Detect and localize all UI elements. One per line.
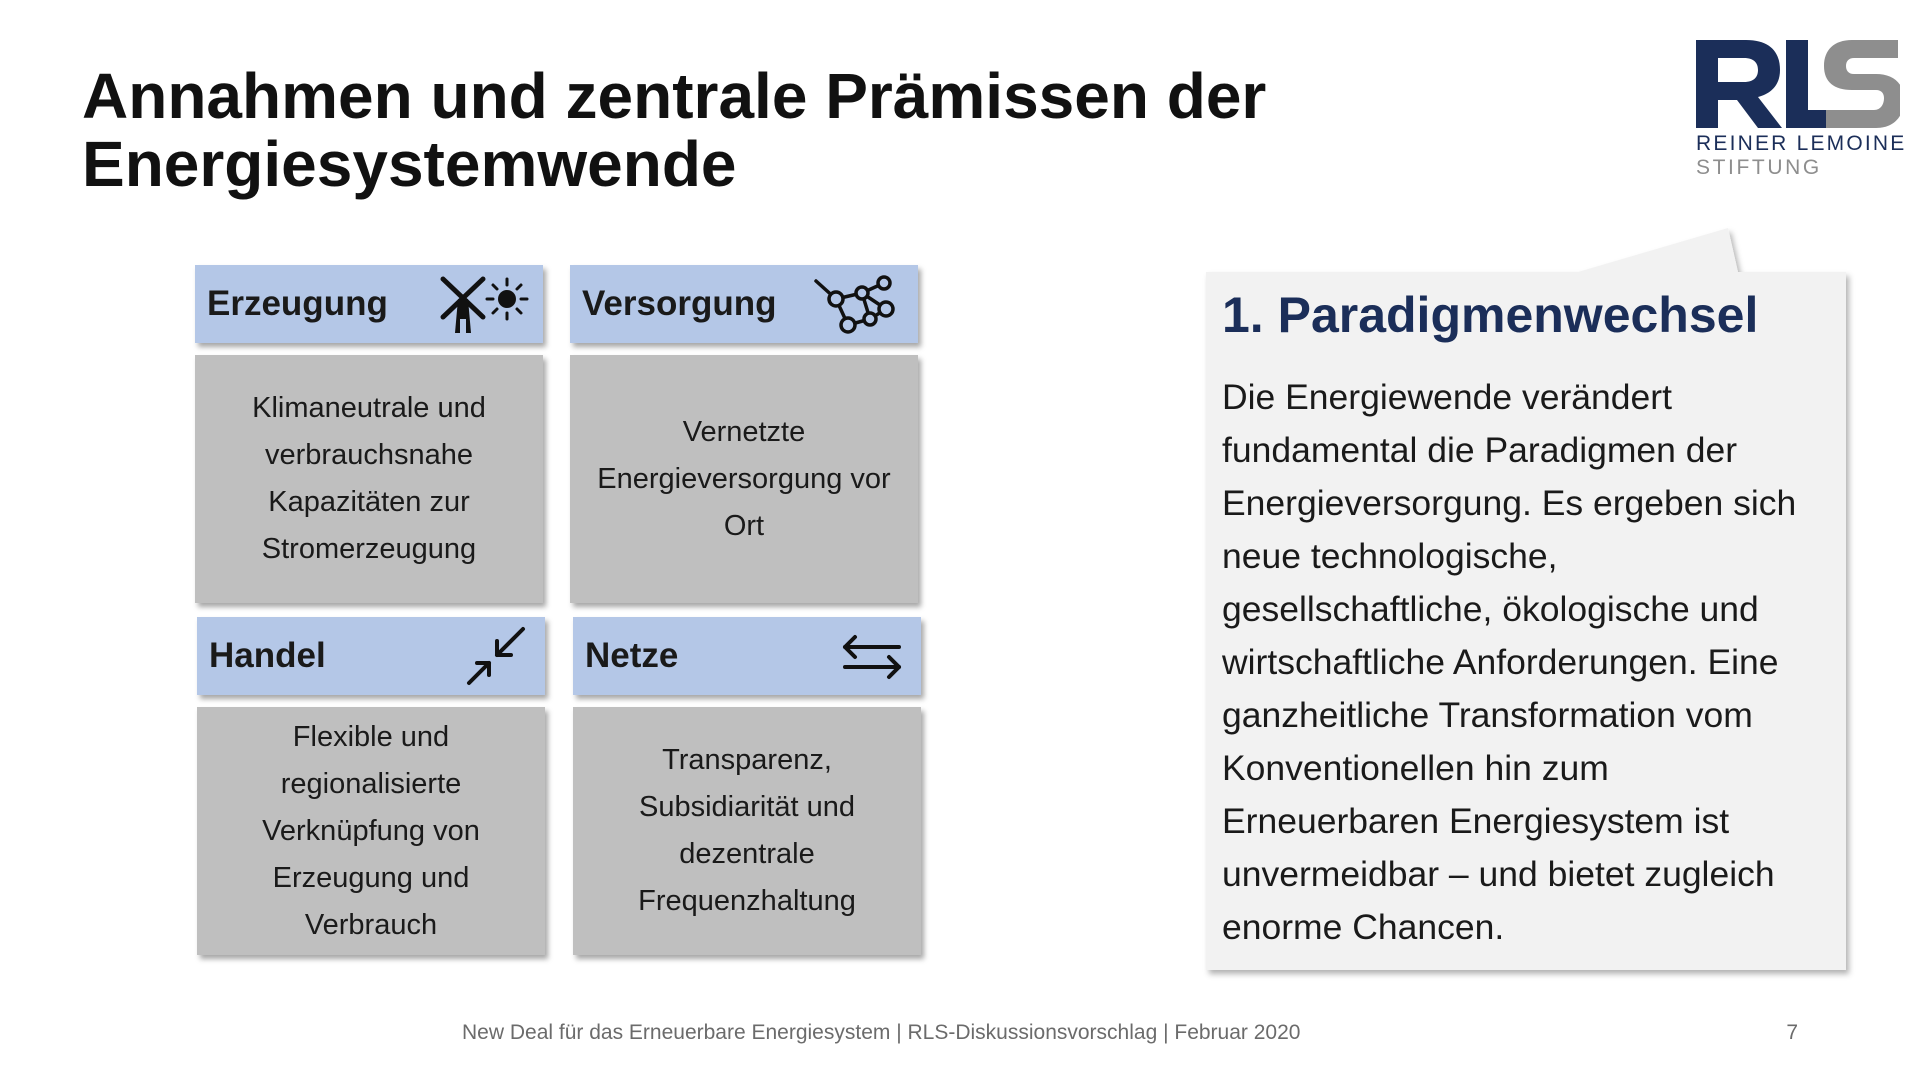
tile-description: [597, 409, 890, 550]
tile-header-handel: [197, 617, 545, 695]
callout-text-line: Die Energiewende verändert: [1222, 377, 1672, 417]
tile-body-versorgung: [570, 355, 918, 603]
tile-header-netze: [573, 617, 921, 695]
callout-paradigmenwechsel: [1206, 228, 1846, 970]
tile-text-line: Vernetzte: [682, 415, 806, 448]
callout-body: [1222, 371, 1822, 954]
tile-text-line: Erzeugung und: [272, 861, 470, 894]
slide-title: [82, 62, 1332, 198]
tile-heading: Versorgung: [582, 284, 777, 323]
tile-text-line: dezentrale: [679, 838, 815, 870]
tile-text-line: Energieversorgung vor: [597, 462, 891, 495]
footer-text: New Deal für das Erneuerbare Energiesystem | RLS-Diskussionsvorschlag | Februar 2020: [462, 1021, 1301, 1044]
windmill-sun-icon: [437, 273, 529, 335]
tile-heading: Erzeugung: [207, 284, 388, 323]
tile-body-netze: [573, 707, 921, 955]
tile-heading: Netze: [585, 636, 679, 675]
tile-text-line: Klimaneutrale und: [252, 392, 486, 424]
arrows-inward-icon: [439, 625, 531, 687]
slide-title-line-2: Energiesystemwende: [82, 128, 737, 200]
tile-text-line: Verbrauch: [304, 908, 438, 941]
callout-text-line: fundamental die Paradigmen der: [1222, 430, 1738, 470]
slide-title-line-1: Annahmen und zentrale Prämissen der: [82, 60, 1267, 132]
callout-text-line: Erneuerbaren Energiesystem ist: [1222, 801, 1730, 841]
tile-text-line: verbrauchsnahe: [265, 439, 473, 471]
tile-text-line: Ort: [723, 509, 765, 542]
tile-description: [252, 385, 486, 573]
tile-text-line: Stromerzeugung: [261, 533, 477, 565]
callout-text-line: Konventionellen hin zum: [1222, 748, 1609, 788]
callout-text-line: enorme Chancen.: [1222, 907, 1505, 947]
callout-title: 1. Paradigmenwechsel: [1222, 287, 1759, 343]
callout-text-line: unvermeidbar – und bietet zugleich: [1222, 854, 1775, 894]
tile-text-line: Kapazitäten zur: [268, 486, 470, 518]
tile-body-erzeugung: [195, 355, 543, 603]
tile-text-line: Verknüpfung von: [262, 814, 480, 847]
rls-logo: [1694, 34, 1907, 184]
network-nodes-icon: [812, 273, 904, 335]
tile-header-erzeugung: [195, 265, 543, 343]
callout-text-line: wirtschaftliche Anforderungen. Eine: [1222, 642, 1779, 682]
tile-text-line: Transparenz,: [662, 744, 832, 776]
tile-header-versorgung: [570, 265, 918, 343]
tile-body-handel: [197, 707, 545, 955]
logo-text-stiftung: STIFTUNG: [1696, 156, 1822, 179]
tile-text-line: Frequenzhaltung: [638, 885, 856, 917]
callout-text-line: neue technologische,: [1222, 536, 1558, 576]
tile-description: [638, 737, 856, 925]
callout-text-line: gesellschaftliche, ökologische und: [1222, 589, 1759, 629]
tile-text-line: Flexible und: [292, 720, 450, 753]
rls-wordmark-logo: [1694, 34, 1900, 132]
tile-text-line: regionalisierte: [280, 767, 462, 800]
callout-text-line: ganzheitliche Transformation vom: [1222, 695, 1753, 735]
arrows-exchange-icon: [815, 625, 907, 687]
tile-description: [262, 714, 480, 949]
tile-heading: Handel: [209, 636, 326, 675]
tile-text-line: Subsidiarität und: [638, 791, 856, 823]
callout-text-line: Energieversorgung. Es ergeben sich: [1222, 483, 1797, 523]
page-number: 7: [1786, 1021, 1798, 1044]
logo-text-reiner-lemoine: REINER LEMOINE: [1696, 132, 1907, 155]
